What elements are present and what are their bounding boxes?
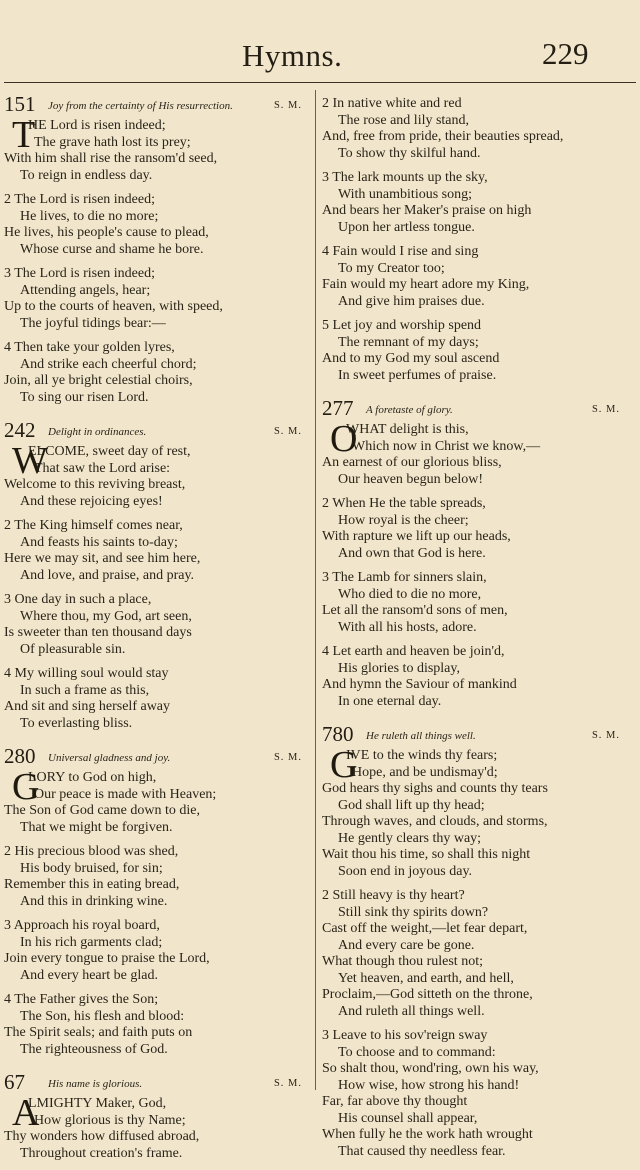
verse-line: Welcome to this reviving breast, [4, 477, 186, 492]
verse-line: Soon end in joyous day. [338, 863, 473, 879]
header-rule [4, 82, 636, 83]
verse-line: The remnant of my days; [338, 334, 479, 350]
hymn-header [4, 414, 304, 444]
verse-line: 2 When He the table spreads, [322, 496, 486, 511]
hymn-number: 280 [4, 744, 36, 768]
verse-line: The Son, his flesh and blood: [20, 1008, 185, 1024]
verse [4, 766, 304, 836]
hymn-number: 242 [4, 418, 36, 442]
verse-line: And to my God my soul ascend [322, 351, 500, 366]
verse-line: Up to the courts of heaven, with speed, [4, 299, 223, 314]
verse-line: That caused thy needless fear. [338, 1143, 506, 1159]
verse-line: 3 Approach his royal board, [4, 918, 160, 933]
verse-line: The Spirit seals; and faith puts on [4, 1025, 193, 1040]
verse [322, 1028, 622, 1160]
verse [4, 114, 304, 184]
verse-line: 2 His precious blood was shed, [4, 844, 179, 859]
verse-line: And own that God is here. [338, 545, 486, 561]
verse-line: With unambitious song; [338, 186, 472, 202]
verse-line: 3 The Lord is risen indeed; [4, 266, 155, 281]
verse-line: Remember this in eating bread, [4, 877, 180, 892]
verse-line: God shall lift up thy head; [338, 797, 485, 813]
verse-line: Proclaim,—God sitteth on the throne, [322, 987, 533, 1002]
verse [4, 992, 304, 1058]
column-divider [315, 90, 316, 1090]
verse-line: How wise, how strong his hand! [338, 1077, 520, 1093]
verse-line: Our peace is made with Heaven; [34, 786, 217, 802]
verse-line: 2 The Lord is risen indeed; [4, 192, 155, 207]
hymn-meter: S. M. [273, 426, 302, 437]
verse-line: To show thy skilful hand. [338, 145, 481, 161]
verse-line: How glorious is thy Name; [34, 1112, 186, 1128]
verse-line: And ruleth all things well. [338, 1003, 485, 1019]
hymn-meter: S. M. [591, 730, 620, 741]
verse-line: And this in drinking wine. [20, 893, 168, 909]
verse-line: 2 The King himself comes near, [4, 518, 183, 533]
verse [4, 918, 304, 984]
verse-line: Our heaven begun below! [338, 471, 484, 487]
verse-line: 3 Leave to his sov'reign sway [322, 1028, 488, 1043]
left-column [4, 88, 304, 1170]
hymn-meter: S. M. [273, 752, 302, 763]
verse-line: Fain would my heart adore my King, [322, 277, 530, 292]
verse-line: And bears her Maker's praise on high [322, 203, 532, 218]
hymn-subtitle: His name is glorious. [48, 1078, 143, 1090]
verse-line: 4 Then take your golden lyres, [4, 340, 175, 355]
verse-line: Yet heaven, and earth, and hell, [338, 970, 514, 986]
hymn-meter: S. M. [273, 100, 302, 111]
verse-line: His counsel shall appear, [338, 1110, 478, 1126]
hymn-number: 67 [4, 1070, 25, 1094]
drop-cap: G [330, 744, 358, 786]
verse [322, 888, 622, 1020]
verse [4, 1092, 304, 1162]
verse-line: To sing our risen Lord. [20, 389, 149, 405]
hymn-subtitle: Universal gladness and joy. [48, 752, 171, 764]
verse-line: He gently clears thy way; [338, 830, 482, 846]
verse-line: And every heart be glad. [20, 967, 158, 983]
drop-cap: G [12, 766, 40, 808]
verse-line: To reign in endless day. [20, 167, 153, 183]
verse-line: Hope, and be undismay'd; [352, 764, 498, 780]
verse-line: IVE to the winds thy fears; [346, 748, 498, 763]
hymn-header [322, 392, 622, 422]
verse-line: Here we may sit, and see him here, [4, 551, 201, 566]
verse [322, 96, 622, 162]
verse-line: Join, all ye bright celestial choirs, [4, 373, 193, 388]
verse-line: And, free from pride, their beauties spread, [322, 129, 564, 144]
verse-line: And strike each cheerful chord; [20, 356, 197, 372]
verse-line: With rapture we lift up our heads, [322, 529, 511, 544]
verse-line: Still sink thy spirits down? [338, 904, 489, 920]
verse [4, 440, 304, 510]
verse-line: 3 The lark mounts up the sky, [322, 170, 488, 185]
right-column [322, 88, 622, 1168]
verse-line: HE Lord is risen indeed; [28, 118, 166, 133]
column-top-spacer [322, 88, 622, 96]
verse-line: Thy wonders how diffused abroad, [4, 1129, 200, 1144]
hymn-header [4, 1066, 304, 1096]
verse-line: That saw the Lord arise: [34, 460, 171, 476]
verse-line: And give him praises due. [338, 293, 485, 309]
verse-line: God hears thy sighs and counts thy tears [322, 781, 548, 796]
verse-line: 4 Fain would I rise and sing [322, 244, 479, 259]
hymn-subtitle: Delight in ordinances. [48, 426, 147, 438]
verse-line: His glories to display, [338, 660, 460, 676]
verse-line: 4 My willing soul would stay [4, 666, 169, 681]
hymn-meter: S. M. [273, 1078, 302, 1089]
verse-line: And feasts his saints to-day; [20, 534, 178, 550]
hymn-subtitle: A foretaste of glory. [366, 404, 453, 416]
hymn-subtitle: Joy from the certainty of His resurrection. [48, 100, 233, 112]
verse-line: Join every tongue to praise the Lord, [4, 951, 210, 966]
verse-line: When fully he the work hath wrought [322, 1127, 533, 1142]
verse-line: The joyful tidings bear:— [20, 315, 166, 331]
verse [322, 318, 622, 384]
verse-line: He lives, his people's cause to plead, [4, 225, 209, 240]
hymn-meter: S. M. [591, 404, 620, 415]
verse-line: His body bruised, for sin; [20, 860, 163, 876]
verse-line: Who died to die no more, [338, 586, 482, 602]
verse-line: Far, far above thy thought [322, 1094, 468, 1109]
verse-line: In one eternal day. [338, 693, 442, 709]
drop-cap: T [12, 114, 36, 156]
verse-line: ELCOME, sweet day of rest, [28, 444, 191, 459]
verse-line: What though thou rulest not; [322, 954, 483, 969]
verse-line: Is sweeter than ten thousand days [4, 625, 192, 640]
verse-line: 5 Let joy and worship spend [322, 318, 482, 333]
verse-line: 4 Let earth and heaven be join'd, [322, 644, 505, 659]
verse-line: And these rejoicing eyes! [20, 493, 163, 509]
running-title: Hymns. [242, 38, 343, 73]
verse-line: Which now in Christ we know,— [352, 438, 541, 454]
verse-line: In such a frame as this, [20, 682, 150, 698]
drop-cap: A [12, 1092, 40, 1134]
page-number: 229 [542, 36, 589, 71]
verse-line: The rose and lily stand, [338, 112, 470, 128]
verse-line: In his rich garments clad; [20, 934, 163, 950]
verse-line: To my Creator too; [338, 260, 445, 276]
verse-line: And hymn the Saviour of mankind [322, 677, 517, 692]
verse-line: To everlasting bliss. [20, 715, 133, 731]
verse-line: 2 In native white and red [322, 96, 462, 111]
verse-line: Upon her artless tongue. [338, 219, 475, 235]
verse [4, 192, 304, 258]
verse [322, 170, 622, 236]
verse-line: 3 One day in such a place, [4, 592, 152, 607]
verse-line: With him shall rise the ransom'd seed, [4, 151, 218, 166]
hymn-subtitle: He ruleth all things well. [366, 730, 476, 742]
verse [322, 744, 622, 880]
verse-line: Through waves, and clouds, and storms, [322, 814, 548, 829]
verse-line: With all his hosts, adore. [338, 619, 477, 635]
verse-line: Wait thou his time, so shall this night [322, 847, 531, 862]
verse-line: 2 Still heavy is thy heart? [322, 888, 465, 903]
hymn-number: 277 [322, 396, 354, 420]
verse-line: He lives, to die no more; [20, 208, 159, 224]
verse-line: Throughout creation's frame. [20, 1145, 183, 1161]
verse-line: To choose and to command: [338, 1044, 496, 1060]
verse-line: Cast off the weight,—let fear depart, [322, 921, 528, 936]
verse-line: And every care be gone. [338, 937, 475, 953]
verse-line: And sit and sing herself away [4, 699, 171, 714]
verse [322, 244, 622, 310]
verse-line: An earnest of our glorious bliss, [322, 455, 502, 470]
verse-line: Attending angels, hear; [20, 282, 151, 298]
verse [4, 340, 304, 406]
verse-line: LORY to God on high, [28, 770, 157, 785]
verse-line: LMIGHTY Maker, God, [28, 1096, 167, 1111]
drop-cap: W [12, 440, 48, 482]
verse-line: How royal is the cheer; [338, 512, 469, 528]
verse [322, 496, 622, 562]
hymn-header [4, 740, 304, 770]
verse-line: The grave hath lost its prey; [34, 134, 191, 150]
verse [322, 570, 622, 636]
verse-line: Let all the ransom'd sons of men, [322, 603, 508, 618]
verse-line: The righteousness of God. [20, 1041, 168, 1057]
verse-line: The Son of God came down to die, [4, 803, 200, 818]
verse-line: Of pleasurable sin. [20, 641, 126, 657]
hymn-number: 151 [4, 92, 36, 116]
hymn-number: 780 [322, 722, 354, 746]
verse [4, 592, 304, 658]
verse-line: 3 The Lamb for sinners slain, [322, 570, 487, 585]
verse-line: Where thou, my God, art seen, [20, 608, 192, 624]
verse-line: In sweet perfumes of praise. [338, 367, 497, 383]
verse-line: WHAT delight is this, [346, 422, 469, 437]
verse-line: So shalt thou, wond'ring, own his way, [322, 1061, 539, 1076]
verse-line: And love, and praise, and pray. [20, 567, 195, 583]
verse-line: That we might be forgiven. [20, 819, 173, 835]
hymn-header [322, 718, 622, 748]
verse-line: Whose curse and shame he bore. [20, 241, 204, 257]
verse [4, 666, 304, 732]
verse [322, 418, 622, 488]
drop-cap: O [330, 418, 358, 460]
verse [4, 844, 304, 910]
verse-line: 4 The Father gives the Son; [4, 992, 159, 1007]
verse [4, 518, 304, 584]
hymn-header [4, 88, 304, 118]
verse [4, 266, 304, 332]
verse [322, 644, 622, 710]
